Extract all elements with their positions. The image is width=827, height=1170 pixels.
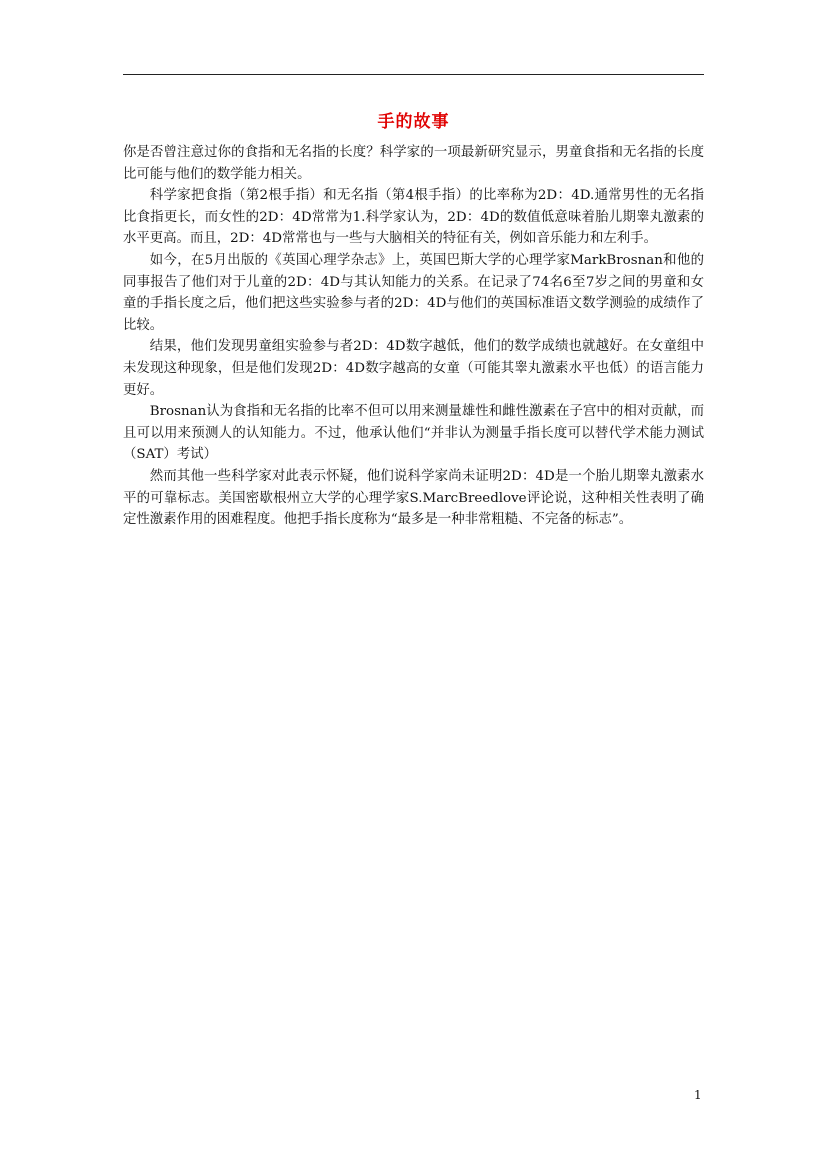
document-body [123, 142, 704, 531]
paragraph-5: Brosnan认为食指和无名指的比率不但可以用来测量雄性和雌性激素在子宫中的相对贡献，而且可以用来预测人的认知能力。不过，他承认他们“并非认为测量手指长度可以替代学术能力测试（SAT）考试） [123, 404, 704, 463]
paragraph-3: 如今，在5月出版的《英国心理学杂志》上，英国巴斯大学的心理学家MarkBrosnan和他的同事报告了他们对于儿童的2D：4D与其认知能力的关系。在记录了74名6至7岁之间的男童和女童的手指长度之后，他们把这些实验参与者的2D：4D与他们的英国标准语文数学测验的成绩作了比较。 [123, 252, 704, 333]
document-title: 手的故事 [377, 112, 450, 132]
paragraph-2: 科学家把食指（第2根手指）和无名指（第4根手指）的比率称为2D：4D.通常男性的无名指比食指更长，而女性的2D：4D常常为1.科学家认为，2D：4D的数值低意味着胎儿期睾丸激素的水平更高。而且，2D：4D常常也与一些与大脑相关的特征有关，例如音乐能力和左利手。 [123, 188, 704, 247]
page-number: 1 [694, 1088, 702, 1102]
header-rule [123, 74, 704, 75]
paragraph-4: 结果，他们发现男童组实验参与者2D：4D数字越低，他们的数学成绩也就越好。在女童组中未发现这种现象，但是他们发现2D：4D数字越高的女童（可能其睾丸激素水平也低）的语言能力更好。 [123, 339, 704, 398]
paragraph-6: 然而其他一些科学家对此表示怀疑，他们说科学家尚未证明2D：4D是一个胎儿期睾丸激素水平的可靠标志。美国密歇根州立大学的心理学家S.MarcBreedlove评论说，这种相关性表明了确定性激素作用的困难程度。他把手指长度称为“最多是一种非常粗糙、不完备的标志”。 [123, 468, 704, 528]
paragraph-1: 你是否曾注意过你的食指和无名指的长度？科学家的一项最新研究显示，男童食指和无名指的长度比可能与他们的数学能力相关。 [123, 145, 704, 182]
